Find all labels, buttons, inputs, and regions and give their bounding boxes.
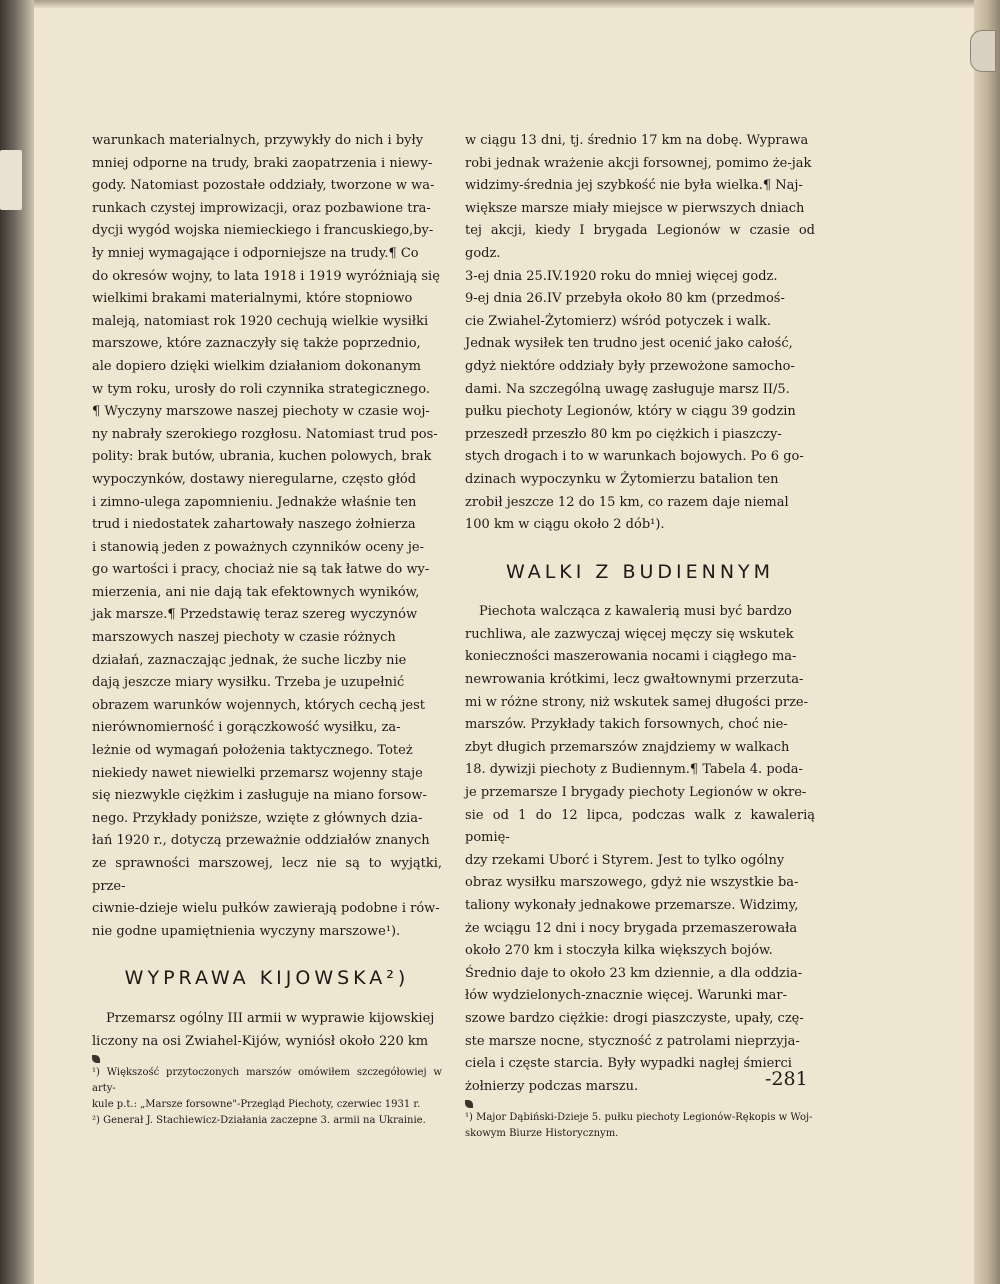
top-page-edge [34, 0, 974, 8]
right-footnotes [465, 1110, 815, 1142]
bookmark-tab [970, 30, 996, 72]
right-paragraph-1: w ciągu 13 dni, tj. średnio 17 km na dobę. Wyprawa robi jednak wrażenie akcji forsownej, pomimo że-jak widzimy-średnia jej szybkość nie była wielka.¶ Naj- większe marsze miały miejsce w pierwszych dniach tej akcji, kiedy I brygada Legionów w czasie od godz. 3-ej dnia 25.IV.1920 roku do mniej więcej godz. 9-ej dnia 26.IV przebyła około 80 km (przedmoś- cie Zwiahel-Żytomierz) wśród potyczek i walk. Jednak wysiłek ten trudno jest ocenić jako całość, gdyż niektóre oddziały były przewożone samocho- dami. Na szczególną uwagę zasługuje marsz II/5. pułku piechoty Legionów, który w ciągu 39 godzin przeszedł przeszło 80 km po ciężkich i piaszczy- stych drogach i to w warunkach bojowych. Po 6 go- dzinach wypoczynku w Żytomierzu batalion ten zrobił jeszcze 12 do 15 km, co razem daje niemal 100 km w ciągu około 2 dób¹). [465, 133, 815, 533]
right-paragraph-2: Piechota walcząca z kawalerią musi być bardzo ruchliwa, ale zazwyczaj więcej męczy się wskutek konieczności maszerowania nocami i ciągłego ma- newrowania krótkimi, lecz gwałtownymi przerzuta- mi w różne strony, niż wskutek samej długości prze- marszów. Przykłady takich forsownych, choć nie- zbyt długich przemarszów znajdziemy w walkach 18. dywizji piechoty z Budiennym.¶ Tabela 4. poda- je przemarsze I brygady piechoty Legionów w okre- sie od 1 do 12 lipca, podczas walk z kawalerią pomię- dzy rzekami Uborć i Styrem. Jest to tylko ogólny obraz wysiłku marszowego, gdyż nie wszystkie ba- taliony wykonały jednakowe przemarsze. Widzimy, że wciągu 12 dni i nocy brygada przemaszerowała około 270 km i stoczyła kilka większych bojów. Średnio daje to około 23 km dziennie, a dla oddzia- łów wydzielonych-znacznie więcej. Warunki mar- szowe bardzo ciężkie: drogi piaszczyste, upały, czę- ste marsze nocne, styczność z patrolami nieprzyja- ciela i częste starcia. Były wypadki nagłej śmierci żołnierzy podczas marszu. [465, 604, 815, 1094]
section-heading-kijowska: WYPRAWA KIJOWSKA²) [124, 967, 410, 990]
book-binding [0, 0, 34, 1284]
left-paragraph-2: Przemarsz ogólny III armii w wyprawie kijowskiej liczony na osi Zwiahel-Kijów, wyniósł około 220 km [92, 1010, 435, 1049]
left-column [92, 130, 442, 1129]
section-heading-budienny: WALKI Z BUDIENNYM [505, 560, 775, 583]
page-content [60, 110, 920, 1140]
footnote: ²) Generał J. Stachiewicz-Działania zaczepne 3. armii na Ukrainie. [92, 1115, 426, 1127]
right-column [465, 130, 815, 1142]
page-number: -281 [765, 1068, 808, 1090]
leaf-ornament-icon [92, 1055, 100, 1063]
left-footnotes [92, 1065, 442, 1129]
footnote: ¹) Major Dąbiński-Dzieje 5. pułku piechoty Legionów-Rękopis w Woj- skowym Biurze Historycznym. [465, 1112, 813, 1140]
footnote: ¹) Większość przytoczonych marszów omówiłem szczegółowiej w arty- kule p.t.: „Marsze forsowne"-Przegląd Piechoty, czerwiec 1931 r. [92, 1067, 442, 1111]
right-page-edge [974, 0, 1000, 1284]
leaf-ornament-icon [465, 1100, 473, 1108]
left-paragraph-1: warunkach materialnych, przywykły do nich i były mniej odporne na trudy, braki zaopatrzenia i niewy- gody. Natomiast pozostałe oddziały, tworzone w wa- runkach czystej improwizacji, oraz pozbawione tra- dycji wygód wojska niemieckiego i francuskiego,by- ły mniej wymagające i odporniejsze na trudy.¶ Co do okresów wojny, to lata 1918 i 1919 wyróżniają się wielkimi brakami materialnymi, które stopniowo maleją, natomiast rok 1920 cechują wielkie wysiłki marszowe, które zaznaczyły się także poprzednio, ale dopiero dzięki wielkim działaniom dokonanym w tym roku, urosły do roli czynnika strategicznego. ¶ Wyczyny marszowe naszej piechoty w czasie woj- ny nabrały szerokiego rozgłosu. Natomiast trud pos- polity: brak butów, ubrania, kuchen polowych, brak wypoczynków, dostawy nieregularne, często głód i zimno-ulega zapomnieniu. Jednakże właśnie ten trud i niedostatek zahartowały naszego żołnierza i stanowią jeden z poważnych czynników oceny je- go wartości i pracy, chociaż nie są tak łatwe do wy- mierzenia, ani nie dają tak efektownych wyników, jak marsze.¶ Przedstawię teraz szereg wyczynów marszowych naszej piechoty w czasie różnych działań, zaznaczając jednak, że suche liczby nie dają jeszcze miary wysiłku. Trzeba je uzupełnić obrazem warunków wojennych, których cechą jest nierównomierność i gorączkowość wysiłku, za- leżnie od wymagań położenia taktycznego. Toteż niekiedy nawet niewielki przemarsz wojenny staje się niezwykle ciężkim i zasługuje na miano forsow- nego. Przykłady poniższe, wzięte z głównych dzia- łań 1920 r., dotyczą przeważnie oddziałów znanych ze sprawności marszowej, lecz nie są to wyjątki, prze- ciwnie-dzieje wielu pułków zawierają podobne i rów- nie godne upamiętnienia wyczyny marszowe¹). [92, 133, 442, 939]
binding-label [0, 150, 22, 210]
